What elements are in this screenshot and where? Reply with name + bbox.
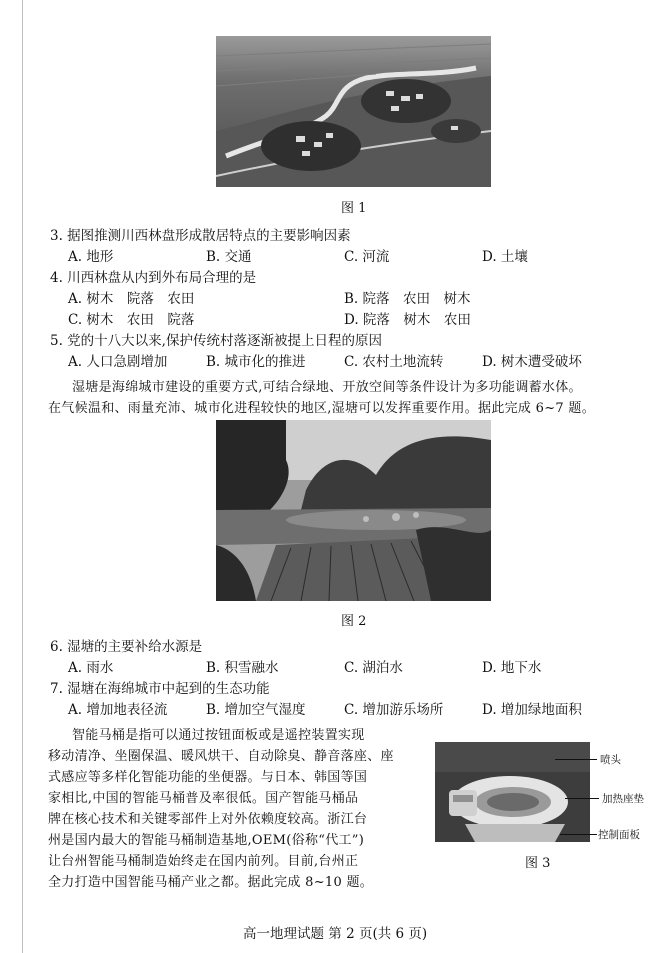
label-nozzle: 喷头 xyxy=(600,754,621,766)
question-5-option-a: A. 人口急剧增加 xyxy=(68,354,168,370)
toilet-intro-line-1: 智能马桶是指可以通过按钮面板或是遥控装置实现 xyxy=(72,728,365,743)
question-3-option-a: A. 地形 xyxy=(68,249,114,265)
label-heated-seat: 加热座垫 xyxy=(602,793,644,805)
question-5-option-c: C. 农村土地流转 xyxy=(344,354,444,370)
toilet-intro-line-6: 州是国内最大的智能马桶制造基地,OEM(俗称“代工”) xyxy=(48,833,365,848)
page-footer: 高一地理试题 第 2 页(共 6 页) xyxy=(243,926,428,942)
question-6-stem: 6. 湿塘的主要补给水源是 xyxy=(50,639,203,655)
figure-3-smart-toilet-photo xyxy=(435,742,590,842)
question-7-option-b: B. 增加空气湿度 xyxy=(206,702,306,718)
toilet-intro-line-8: 全力打造中国智能马桶产业之都。据此完成 8~10 题。 xyxy=(48,875,374,890)
question-6-option-a: A. 雨水 xyxy=(68,660,114,676)
figure-1-caption: 图 1 xyxy=(341,201,367,216)
pointer-line-heated-seat xyxy=(565,798,599,799)
question-5-stem: 5. 党的十八大以来,保护传统村落逐渐被提上日程的原因 xyxy=(50,333,382,349)
question-7-option-a: A. 增加地表径流 xyxy=(68,702,168,718)
question-5-option-b: B. 城市化的推进 xyxy=(206,354,306,370)
question-4-stem: 4. 川西林盘从内到外布局合理的是 xyxy=(50,270,257,286)
question-6-option-b: B. 积雪融水 xyxy=(206,660,279,676)
question-3-option-c: C. 河流 xyxy=(344,249,390,265)
question-6-option-d: D. 地下水 xyxy=(482,660,542,676)
figure-2-caption: 图 2 xyxy=(341,614,367,629)
question-7-option-d: D. 增加绿地面积 xyxy=(482,702,582,718)
question-7-stem: 7. 湿塘在海绵城市中起到的生态功能 xyxy=(50,681,270,697)
label-control-panel: 控制面板 xyxy=(598,829,640,841)
wetland-intro-line-2: 在气候温和、雨量充沛、城市化进程较快的地区,湿塘可以发挥重要作用。据此完成 6~7 题。 xyxy=(48,401,596,416)
toilet-intro-line-3: 式感应等多样化智能功能的坐便器。与日本、韩国等国 xyxy=(48,770,368,785)
binding-margin-line xyxy=(22,0,23,953)
figure-2-wetland-photo xyxy=(216,420,491,601)
pointer-line-nozzle xyxy=(555,759,597,760)
pointer-line-control-panel xyxy=(560,834,597,835)
toilet-intro-line-7: 让台州智能马桶制造始终走在国内前列。目前,台州正 xyxy=(48,854,359,869)
toilet-intro-line-5: 牌在核心技术和关键零部件上对外依赖度较高。浙江台 xyxy=(48,812,368,827)
wetland-intro-line-1: 湿塘是海绵城市建设的重要方式,可结合绿地、开放空间等条件设计为多功能调蓄水体。 xyxy=(72,380,582,395)
question-3-stem: 3. 据图推测川西林盘形成散居特点的主要影响因素 xyxy=(50,228,351,244)
figure-3-caption: 图 3 xyxy=(525,856,551,871)
toilet-intro-line-4: 家相比,中国的智能马桶普及率很低。国产智能马桶品 xyxy=(48,791,359,806)
question-4-option-b: B. 院落 农田 树木 xyxy=(344,291,471,307)
question-4-option-d: D. 院落 树木 农田 xyxy=(344,312,471,328)
question-5-option-d: D. 树木遭受破坏 xyxy=(482,354,582,370)
question-4-option-c: C. 树木 农田 院落 xyxy=(68,312,195,328)
figure-1-aerial-photo xyxy=(216,36,491,187)
question-6-option-c: C. 湖泊水 xyxy=(344,660,403,676)
question-4-option-a: A. 树木 院落 农田 xyxy=(68,291,195,307)
question-3-option-b: B. 交通 xyxy=(206,249,252,265)
toilet-intro-line-2: 移动清净、坐圈保温、暖风烘干、自动除臭、静音落座、座 xyxy=(48,749,394,764)
question-3-option-d: D. 土壤 xyxy=(482,249,528,265)
question-7-option-c: C. 增加游乐场所 xyxy=(344,702,444,718)
